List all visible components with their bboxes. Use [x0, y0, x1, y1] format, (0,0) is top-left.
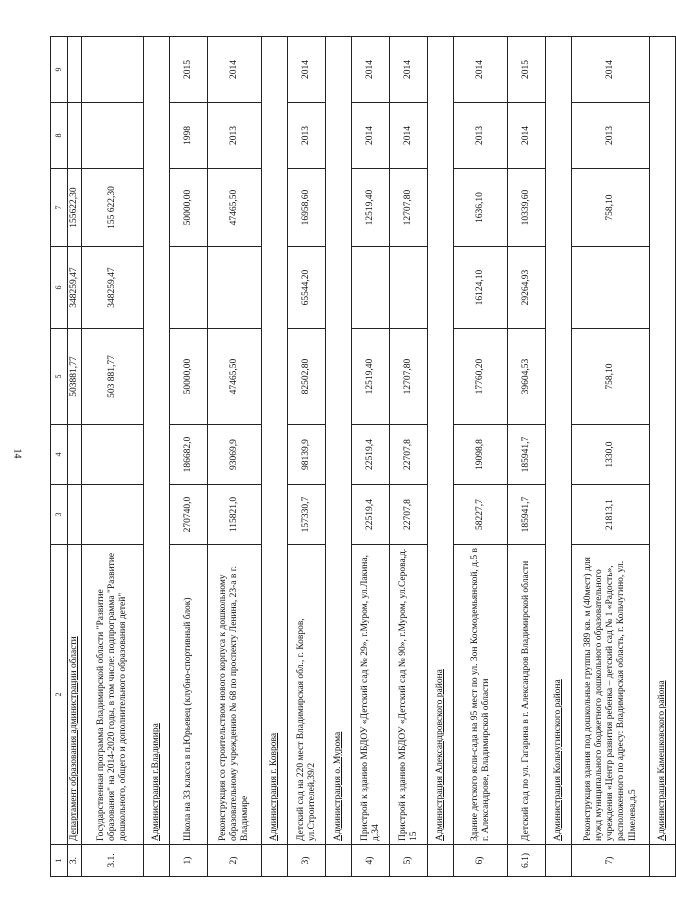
table-row [208, 37, 262, 877]
value-cell-c5: 82502,80 [288, 329, 326, 425]
row-number-cell [546, 845, 572, 877]
value-cell-c7: 1636,10 [454, 169, 508, 247]
value-cell-c9 [82, 37, 144, 103]
value-cell-c8: 1998 [170, 103, 208, 169]
table-group-row [144, 37, 170, 877]
table-row [352, 37, 390, 877]
table-row [572, 37, 650, 877]
row-number-cell: 5) [390, 845, 428, 877]
value-cell-c6: 16124,10 [454, 247, 508, 329]
column-number: 3 [51, 485, 68, 545]
value-cell-c4: 98139,9 [288, 425, 326, 485]
value-cell-c3: 21813,1 [572, 485, 650, 545]
value-cell-c6 [390, 247, 428, 329]
value-cell-c5: 503881,77 [68, 329, 82, 425]
value-cell-c6 [352, 247, 390, 329]
group-name-cell: Администрация о. Мурома [326, 37, 352, 845]
value-cell-c8: 2014 [352, 103, 390, 169]
column-number: 1 [51, 845, 68, 877]
item-name-cell: Здание детского ясли-сада на 95 мест по ул. 3он Космодемьянской, д.5 в г. Александрове, Владимирской области [454, 545, 508, 845]
value-cell-c3: 115821,0 [208, 485, 262, 545]
column-number: 2 [51, 545, 68, 845]
value-cell-c5: 17760,20 [454, 329, 508, 425]
value-cell-c3: 157330,7 [288, 485, 326, 545]
value-cell-c5: 12707,80 [390, 329, 428, 425]
value-cell-c6: 348259,47 [82, 247, 144, 329]
value-cell-c7: 155622,30 [68, 169, 82, 247]
value-cell-c7: 50000,00 [170, 169, 208, 247]
column-number: 4 [51, 425, 68, 485]
value-cell-c9: 2014 [390, 37, 428, 103]
value-cell-c4: 186682,0 [170, 425, 208, 485]
table-row [288, 37, 326, 877]
group-name-cell: Администрация г.Владимира [144, 37, 170, 845]
table-group-row [546, 37, 572, 877]
column-number: 7 [51, 169, 68, 247]
value-cell-c3: 22519,4 [352, 485, 390, 545]
value-cell-c7: 47465,50 [208, 169, 262, 247]
table-body [68, 37, 676, 877]
row-number-cell [144, 845, 170, 877]
item-name-cell: Реконструкция со строительством нового корпуса к дошкольному образовательному учреждению № 68 по проспекту Ленина, 23-а в г. Владимире [208, 545, 262, 845]
value-cell-c4: 93069,9 [208, 425, 262, 485]
value-cell-c7: 758,10 [572, 169, 650, 247]
value-cell-c4: 185941,7 [508, 425, 546, 485]
item-name-cell: Пристрой к зданию МБДОУ «Детский сад № 90», г.Муром, ул.Серова,д. 15 [390, 545, 428, 845]
column-number: 9 [51, 37, 68, 103]
row-number-cell [262, 845, 288, 877]
value-cell-c3 [68, 485, 82, 545]
value-cell-c7: 12707,80 [390, 169, 428, 247]
value-cell-c8: 2013 [572, 103, 650, 169]
value-cell-c8: 2013 [208, 103, 262, 169]
column-number: 6 [51, 247, 68, 329]
value-cell-c8: 2013 [288, 103, 326, 169]
item-name-cell: Детский сад на 220 мест Владимирская обл., г. Ковров, ул.Строителей,39/2 [288, 545, 326, 845]
row-number-cell: 2) [208, 845, 262, 877]
value-cell-c8: 2014 [508, 103, 546, 169]
value-cell-c8 [68, 103, 82, 169]
table-row [170, 37, 208, 877]
value-cell-c9: 2015 [508, 37, 546, 103]
row-number-cell: 3) [288, 845, 326, 877]
row-number-cell [428, 845, 454, 877]
value-cell-c4 [68, 425, 82, 485]
table-row [508, 37, 546, 877]
value-cell-c3: 185941,7 [508, 485, 546, 545]
group-name-cell: Администрация Александровского района [428, 37, 454, 845]
value-cell-c4 [82, 425, 144, 485]
value-cell-c5: 758,10 [572, 329, 650, 425]
value-cell-c9: 2014 [208, 37, 262, 103]
value-cell-c9: 2014 [288, 37, 326, 103]
group-name-cell: Администрация Кольчугинского района [546, 37, 572, 845]
value-cell-c5: 12519,40 [352, 329, 390, 425]
value-cell-c7: 16958,60 [288, 169, 326, 247]
value-cell-c3 [82, 485, 144, 545]
table-row [68, 37, 82, 877]
value-cell-c3: 22707,8 [390, 485, 428, 545]
item-name-cell: Реконструкция здания под дошкольные группы 389 кв. м (40мест) для нужд муниципального бюджетного дошкольного образовательного учреждения «Центр развития ребенка – детский сад № 1 «Радость», расположенного по адресу: Владимирская область, г. Кольчугино, ул. Шмелева,д.5 [572, 545, 650, 845]
value-cell-c4: 1330,0 [572, 425, 650, 485]
value-cell-c6: 29264,93 [508, 247, 546, 329]
table-group-row [262, 37, 288, 877]
table-group-row [428, 37, 454, 877]
value-cell-c7: 155 622,30 [82, 169, 144, 247]
row-number-cell: 1) [170, 845, 208, 877]
row-number-cell: 3.1. [82, 845, 144, 877]
value-cell-c9: 2014 [454, 37, 508, 103]
item-name-cell: Школа на 33 класса в п.Юрьевец (клубно-спортивный блок) [170, 545, 208, 845]
value-cell-c4: 19098,8 [454, 425, 508, 485]
row-number-cell: 6) [454, 845, 508, 877]
value-cell-c6 [170, 247, 208, 329]
row-number-cell: 3. [68, 845, 82, 877]
value-cell-c6 [208, 247, 262, 329]
value-cell-c3: 270740,0 [170, 485, 208, 545]
value-cell-c6 [572, 247, 650, 329]
value-cell-c6: 65544,20 [288, 247, 326, 329]
value-cell-c9: 2014 [352, 37, 390, 103]
rotated-page [50, 37, 668, 877]
item-name-cell: Детский сад по ул. Гагарина в г. Александров Владимирской области [508, 545, 546, 845]
item-name-cell: Пристрой к зданию МБДОУ «Детский сад № 29», г.Муром, ул.Лакина, д.34 [352, 545, 390, 845]
column-number: 8 [51, 103, 68, 169]
value-cell-c9: 2014 [572, 37, 650, 103]
row-number-cell: 7) [572, 845, 650, 877]
table-row [390, 37, 428, 877]
value-cell-c5: 47465,50 [208, 329, 262, 425]
value-cell-c4: 22707,8 [390, 425, 428, 485]
item-name-cell: Государственная программа Владимирской области "Развитие образования" на 2014-2020 годы, в том числе: подпрограмма "Развитие дошкольного, общего и дополнительного образования детей" [82, 545, 144, 845]
data-table [50, 36, 676, 877]
group-name-cell: Администрация Камешковского района [650, 37, 676, 845]
row-number-cell: 6.1) [508, 845, 546, 877]
value-cell-c9: 2015 [170, 37, 208, 103]
table-group-row [650, 37, 676, 877]
value-cell-c8: 2013 [454, 103, 508, 169]
page-number: 14 [11, 448, 23, 459]
column-number-row [51, 37, 68, 877]
value-cell-c8: 2014 [390, 103, 428, 169]
value-cell-c8 [82, 103, 144, 169]
value-cell-c3: 58227,7 [454, 485, 508, 545]
row-number-cell [326, 845, 352, 877]
group-name-cell: Администрация г. Коврова [262, 37, 288, 845]
value-cell-c5: 503 881,77 [82, 329, 144, 425]
row-number-cell [650, 845, 676, 877]
value-cell-c5: 50000,00 [170, 329, 208, 425]
value-cell-c9 [68, 37, 82, 103]
value-cell-c6: 348259,47 [68, 247, 82, 329]
column-number: 5 [51, 329, 68, 425]
row-number-cell: 4) [352, 845, 390, 877]
value-cell-c7: 12519,40 [352, 169, 390, 247]
table-row [454, 37, 508, 877]
value-cell-c5: 39604,53 [508, 329, 546, 425]
value-cell-c7: 10339,60 [508, 169, 546, 247]
item-name-cell: Департамент образования администрации области [68, 545, 82, 845]
table-group-row [326, 37, 352, 877]
table-row [82, 37, 144, 877]
value-cell-c4: 22519,4 [352, 425, 390, 485]
